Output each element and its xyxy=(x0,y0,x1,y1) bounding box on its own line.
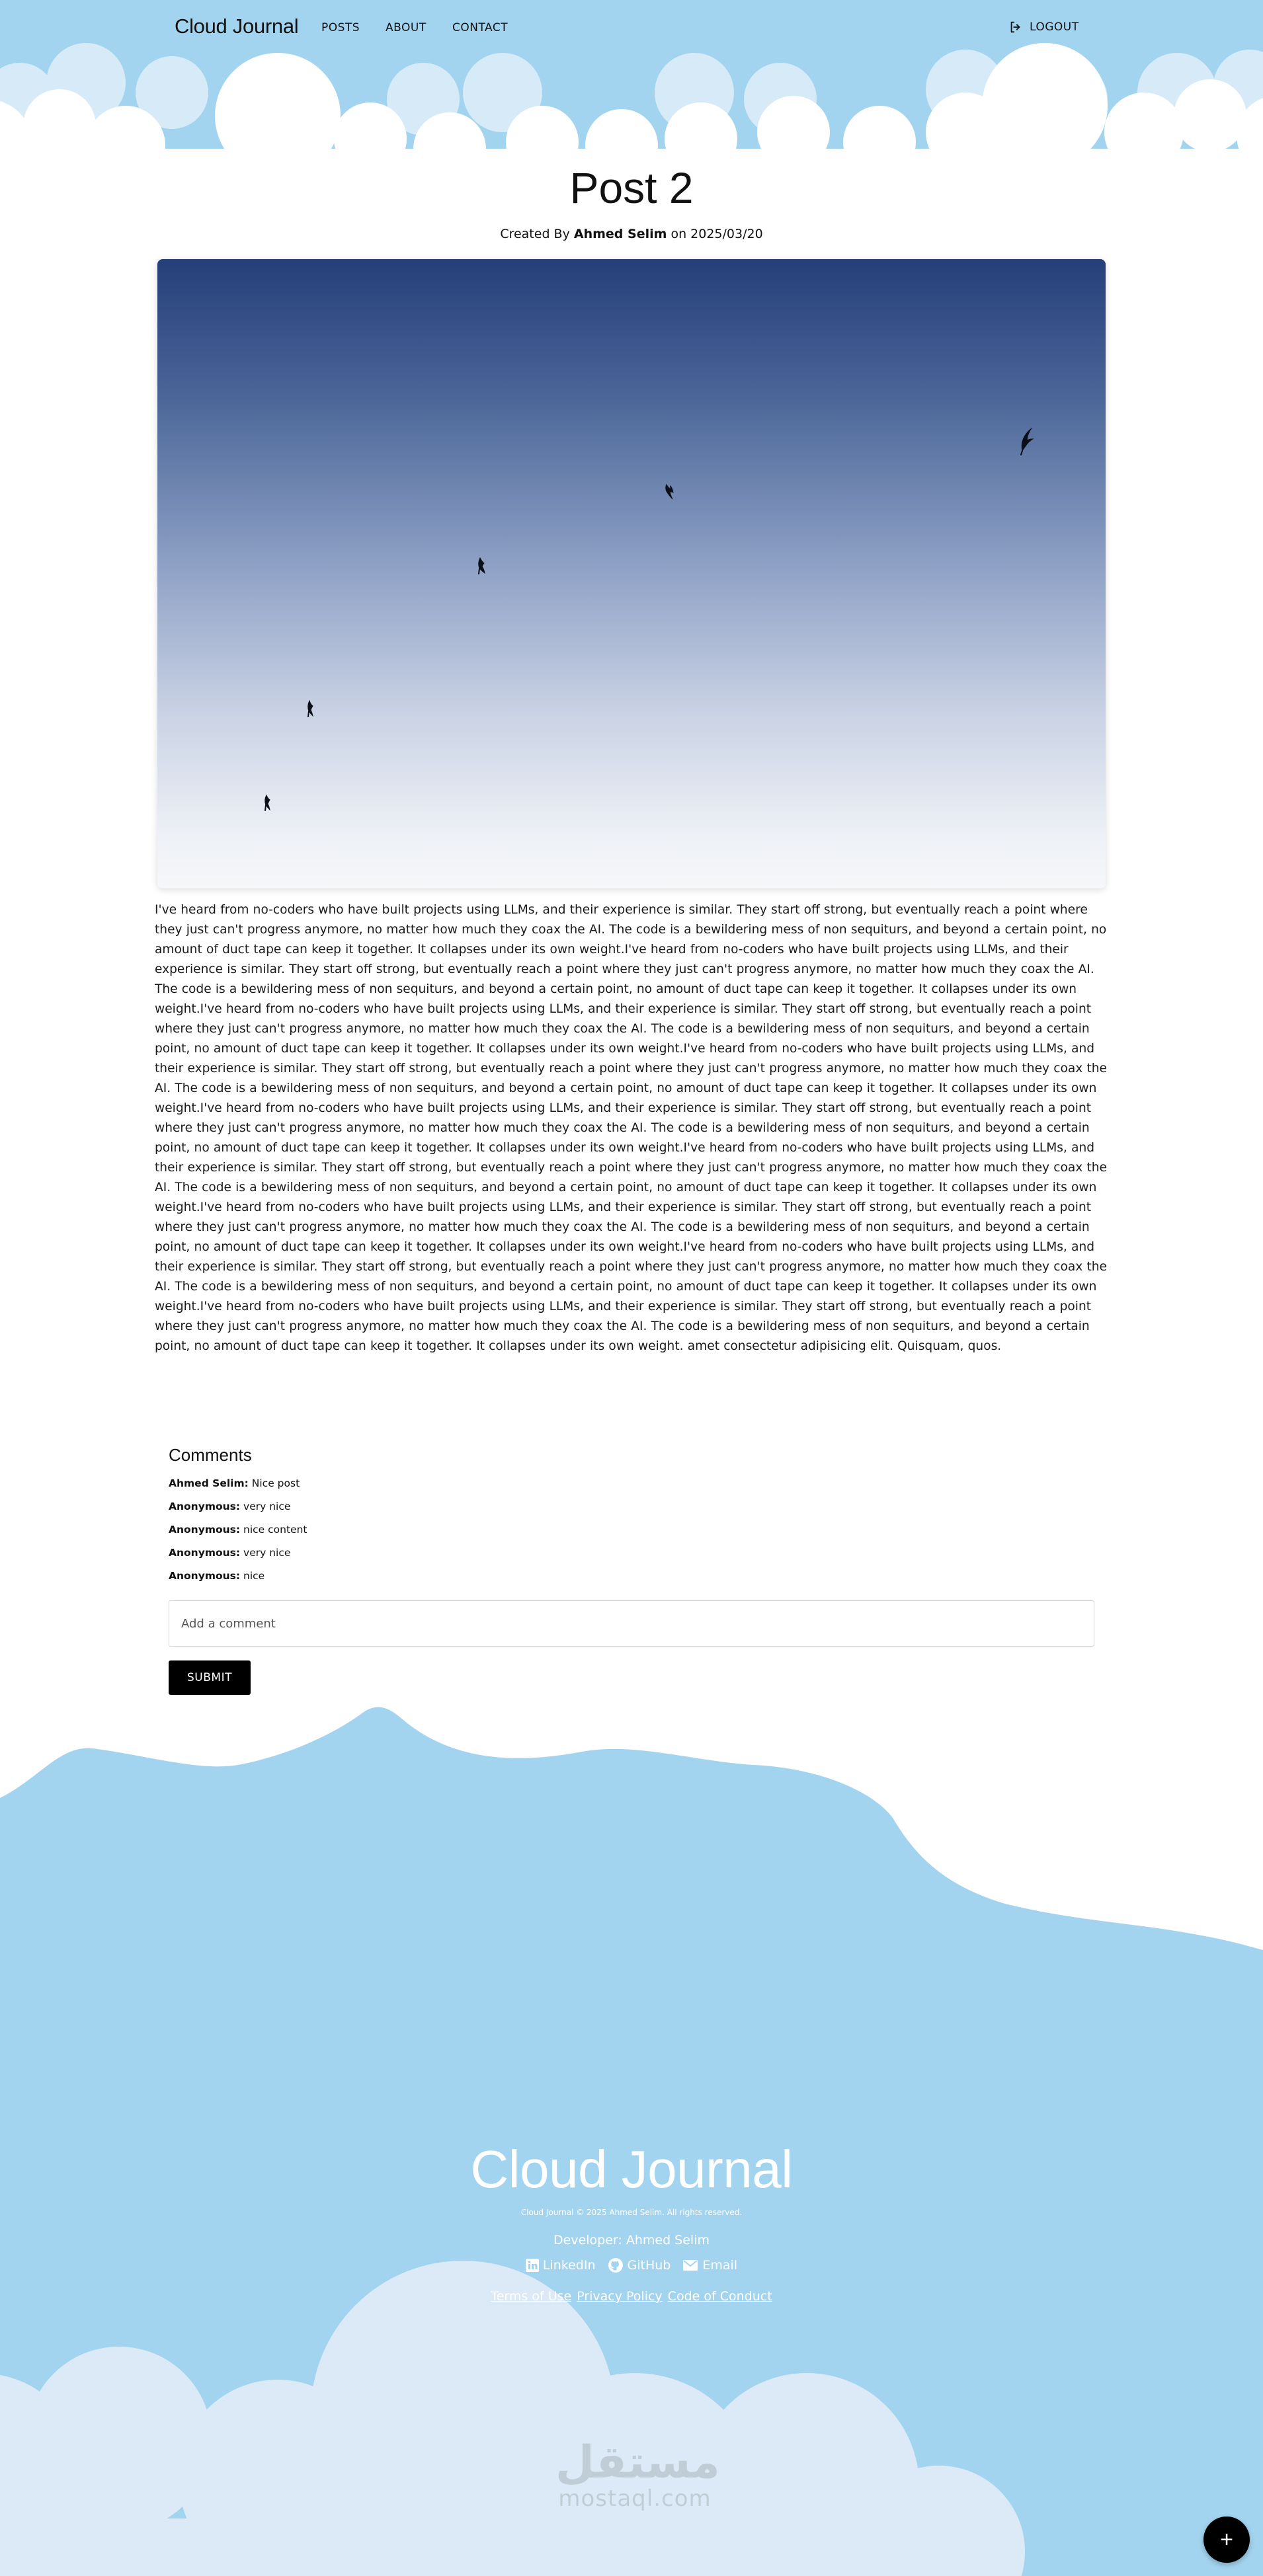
footer-copyright: Cloud Journal © 2025 Ahmed Selim. All rights reserved. xyxy=(520,2208,743,2217)
post-hero-image xyxy=(157,259,1106,888)
post-body: I've heard from no-coders who have built projects using LLMs, and their experience is similar. They start off strong, but eventually reach a point where they just can't progress anymore, no matter how much they coax the AI. The code is a bewildering mess of non sequiturs, and beyond a certain point, no amount of duct tape can keep it together. It collapses under its own weight.I've heard from no-coders who have built projects using LLMs, and their experience is similar. They start off strong, but eventually reach a point where they just can't progress anymore, no matter how much they coax the AI. The code is a bewildering mess of non sequiturs, and beyond a certain point, no amount of duct tape can keep it together. It collapses under its own weight.I've heard from no-coders who have built projects using LLMs, and their experience is similar. They start off strong, but eventually reach a point where they just can't progress anymore, no matter how much they coax the AI. The code is a bewildering mess of non sequiturs, and beyond a certain point, no amount of duct tape can keep it together. It collapses under its own weight.I've heard from no-coders who have built projects using LLMs, and their experience is similar. They start off strong, but eventually reach a point where they just can't progress anymore, no matter how much they coax the AI. The code is a bewildering mess of non sequiturs, and beyond a certain point, no amount of duct tape can keep it together. It collapses under its own weight.I've heard from no-coders who have built projects using LLMs, and their experience is similar. They start off strong, but eventually reach a point where they just can't progress anymore, no matter how much they coax the AI. The code is a bewildering mess of non sequiturs, and beyond a certain point, no amount of duct tape can keep it together. It collapses under its own weight.I've heard from no-coders who have built projects using LLMs, and their experience is similar. They start off strong, but eventually reach a point where they just can't progress anymore, no matter how much they coax the AI. The code is a bewildering mess of non sequiturs, and beyond a certain point, no amount of duct tape can keep it together. It collapses under its own weight.I've heard from no-coders who have built projects using LLMs, and their experience is similar. They start off strong, but eventually reach a point where they just can't progress anymore, no matter how much they coax the AI. The code is a bewildering mess of non sequiturs, and beyond a certain point, no amount of duct tape can keep it together. It collapses under its own weight.I've heard from no-coders who have built projects using LLMs, and their experience is similar. They start off strong, but eventually reach a point where they just can't progress anymore, no matter how much they coax the AI. The code is a bewildering mess of non sequiturs, and beyond a certain point, no amount of duct tape can keep it together. It collapses under its own weight.I've heard from no-coders who have built projects using LLMs, and their experience is similar. They start off strong, but eventually reach a point where they just can't progress anymore, no matter how much they coax the AI. The code is a bewildering mess of non sequiturs, and beyond a certain point, no amount of duct tape can keep it together. It collapses under its own weight. amet consectetur adipisicing elit. Quisquam, quos. xyxy=(155,903,1107,1353)
github-label: GitHub xyxy=(627,2258,671,2273)
meta-on: on xyxy=(671,227,687,241)
comments-section xyxy=(169,1445,1094,1588)
comments-heading: Comments xyxy=(169,1445,252,1465)
logout-button[interactable] xyxy=(1008,20,1079,34)
privacy-link[interactable]: Privacy Policy xyxy=(577,2289,663,2304)
comment-item xyxy=(169,1565,1094,1588)
logout-label: LOGOUT xyxy=(1030,20,1079,34)
post-date: 2025/03/20 xyxy=(690,227,763,241)
comment-input[interactable] xyxy=(169,1600,1094,1647)
add-post-button[interactable] xyxy=(1203,2517,1250,2563)
comment-author: Anonymous: xyxy=(169,1570,241,1582)
watermark-latin: mostaql.com xyxy=(558,2485,712,2512)
nav-link-posts[interactable]: POSTS xyxy=(321,21,360,34)
logout-icon xyxy=(1008,20,1023,34)
comment-author: Anonymous: xyxy=(169,1501,241,1512)
email-icon xyxy=(682,2259,698,2271)
nav-link-about[interactable]: ABOUT xyxy=(386,21,427,34)
comment-author: Ahmed Selim: xyxy=(169,1477,249,1489)
email-label: Email xyxy=(702,2258,738,2273)
footer-brand: Cloud Journal xyxy=(470,2140,793,2199)
conduct-link[interactable]: Code of Conduct xyxy=(667,2289,772,2304)
comment-item xyxy=(169,1542,1094,1565)
terms-link[interactable]: Terms of Use xyxy=(491,2289,572,2304)
meta-prefix: Created By xyxy=(500,227,570,241)
email-link[interactable] xyxy=(682,2257,737,2273)
footer-legal-links xyxy=(0,2289,1263,2304)
comment-item xyxy=(169,1518,1094,1542)
linkedin-link[interactable] xyxy=(526,2257,596,2273)
watermark-arabic: مستقل xyxy=(555,2437,720,2489)
comment-author: Anonymous: xyxy=(169,1547,241,1559)
github-link[interactable] xyxy=(608,2257,671,2273)
comment-text: nice content xyxy=(243,1524,307,1536)
linkedin-label: LinkedIn xyxy=(542,2258,596,2273)
post-title: Post 2 xyxy=(569,163,694,212)
site-header xyxy=(0,0,1263,165)
brand-logo[interactable]: Cloud Journal xyxy=(175,15,299,38)
comment-item xyxy=(169,1472,1094,1495)
top-navbar xyxy=(0,0,1263,57)
comment-author: Anonymous: xyxy=(169,1524,241,1536)
footer-developer: Developer: Ahmed Selim xyxy=(553,2233,710,2247)
comment-text: Nice post xyxy=(251,1477,300,1489)
linkedin-icon xyxy=(526,2259,539,2272)
post-meta xyxy=(0,227,1263,241)
nav-link-contact[interactable]: CONTACT xyxy=(452,21,509,34)
comment-text: nice xyxy=(243,1570,265,1582)
submit-comment-button[interactable]: SUBMIT xyxy=(169,1660,251,1695)
birds-in-sky-photo xyxy=(157,259,1106,888)
comment-text: very nice xyxy=(243,1501,291,1512)
github-icon xyxy=(608,2257,624,2273)
comment-item xyxy=(169,1495,1094,1518)
comment-text: very nice xyxy=(243,1547,291,1559)
post-author: Ahmed Selim xyxy=(573,227,667,241)
footer-social-links xyxy=(0,2257,1263,2273)
plus-icon: + xyxy=(1220,2527,1233,2552)
mostaql-watermark xyxy=(555,2437,720,2512)
